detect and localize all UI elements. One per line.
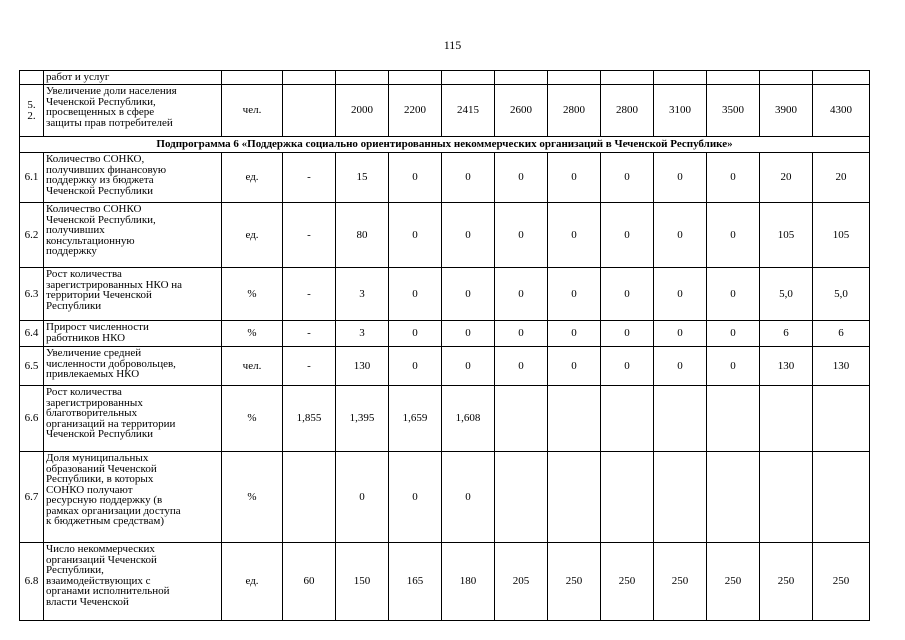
indicator-name: Рост количества зарегистрированных НКО на территории Чеченской Республики — [44, 268, 222, 321]
value-cell: 0 — [442, 321, 495, 347]
row-number: 6.1 — [20, 153, 44, 203]
value-cell: 0 — [442, 203, 495, 268]
value-cell: 0 — [601, 203, 654, 268]
value-cell: 130 — [813, 347, 870, 386]
row-number: 6.3 — [20, 268, 44, 321]
value-cell: 0 — [389, 321, 442, 347]
value-cell — [495, 71, 548, 85]
value-cell: 0 — [654, 347, 707, 386]
value-cell: 4300 — [813, 85, 870, 137]
value-cell — [654, 452, 707, 543]
table-row — [20, 347, 870, 386]
table-row — [20, 321, 870, 347]
value-cell: 0 — [442, 347, 495, 386]
value-cell: 250 — [707, 543, 760, 621]
value-cell: 20 — [813, 153, 870, 203]
unit-cell: чел. — [222, 85, 283, 137]
value-cell: - — [283, 347, 336, 386]
value-cell: 0 — [442, 452, 495, 543]
page-number: 115 — [443, 38, 462, 52]
value-cell — [760, 71, 813, 85]
value-cell — [548, 71, 601, 85]
value-cell: 250 — [813, 543, 870, 621]
value-cell — [760, 386, 813, 452]
value-cell: 0 — [548, 203, 601, 268]
value-cell: 0 — [601, 321, 654, 347]
value-cell: 3500 — [707, 85, 760, 137]
value-cell: - — [283, 153, 336, 203]
value-cell: 1,659 — [389, 386, 442, 452]
value-cell: 250 — [760, 543, 813, 621]
value-cell — [336, 71, 389, 85]
indicators-table — [19, 70, 870, 621]
indicator-name: Количество СОНКО Чеченской Республики, получивших консультационную поддержку — [44, 203, 222, 268]
unit-cell: ед. — [222, 153, 283, 203]
value-cell: 250 — [601, 543, 654, 621]
value-cell: 0 — [389, 452, 442, 543]
value-cell: 0 — [389, 203, 442, 268]
indicator-name: Прирост численности работников НКО — [44, 321, 222, 347]
value-cell: 250 — [654, 543, 707, 621]
value-cell: 2800 — [601, 85, 654, 137]
row-number: 6.4 — [20, 321, 44, 347]
row-number: 6.6 — [20, 386, 44, 452]
value-cell: 0 — [548, 347, 601, 386]
value-cell: 1,608 — [442, 386, 495, 452]
value-cell: 5,0 — [813, 268, 870, 321]
indicator-name: работ и услуг — [44, 71, 222, 85]
value-cell — [495, 452, 548, 543]
value-cell: - — [283, 268, 336, 321]
value-cell: 0 — [654, 268, 707, 321]
value-cell: 0 — [601, 268, 654, 321]
value-cell — [283, 71, 336, 85]
value-cell: 0 — [707, 321, 760, 347]
unit-cell: % — [222, 268, 283, 321]
value-cell: 3100 — [654, 85, 707, 137]
table-row — [20, 71, 870, 85]
subprogram-header-row — [20, 137, 870, 153]
row-number: 6.7 — [20, 452, 44, 543]
value-cell: 0 — [442, 153, 495, 203]
value-cell — [760, 452, 813, 543]
value-cell — [813, 71, 870, 85]
value-cell: 0 — [336, 452, 389, 543]
value-cell: 6 — [760, 321, 813, 347]
value-cell — [601, 452, 654, 543]
value-cell: 3 — [336, 321, 389, 347]
value-cell — [707, 386, 760, 452]
table-row — [20, 386, 870, 452]
value-cell: 150 — [336, 543, 389, 621]
value-cell: 105 — [760, 203, 813, 268]
indicator-name: Увеличение средней численности добровольцев, привлекаемых НКО — [44, 347, 222, 386]
value-cell — [601, 71, 654, 85]
unit-cell: % — [222, 386, 283, 452]
row-number — [20, 71, 44, 85]
value-cell — [495, 386, 548, 452]
unit-cell: % — [222, 321, 283, 347]
indicator-name: Количество СОНКО, получивших финансовую поддержку из бюджета Чеченской Республики — [44, 153, 222, 203]
table-row — [20, 268, 870, 321]
value-cell: 1,395 — [336, 386, 389, 452]
value-cell: 0 — [654, 321, 707, 347]
unit-cell: ед. — [222, 543, 283, 621]
row-number: 6.8 — [20, 543, 44, 621]
value-cell: - — [283, 321, 336, 347]
value-cell — [707, 452, 760, 543]
table-row — [20, 203, 870, 268]
value-cell: 20 — [760, 153, 813, 203]
value-cell: 180 — [442, 543, 495, 621]
indicator-name: Число некоммерческих организаций Чеченской Республики, взаимодействующих с органами исполнительной власти Чеченской — [44, 543, 222, 621]
value-cell: 0 — [495, 203, 548, 268]
value-cell: 6 — [813, 321, 870, 347]
value-cell — [654, 71, 707, 85]
value-cell — [283, 85, 336, 137]
value-cell: 0 — [389, 268, 442, 321]
value-cell — [283, 452, 336, 543]
indicator-name: Увеличение доли населения Чеченской Республики, просвещенных в сфере защиты прав потребителей — [44, 85, 222, 137]
value-cell — [601, 386, 654, 452]
value-cell: 2200 — [389, 85, 442, 137]
value-cell: 0 — [548, 268, 601, 321]
table-row — [20, 85, 870, 137]
value-cell: 0 — [389, 347, 442, 386]
value-cell: 0 — [389, 153, 442, 203]
value-cell: 0 — [495, 153, 548, 203]
value-cell: 0 — [707, 153, 760, 203]
value-cell: - — [283, 203, 336, 268]
value-cell: 0 — [601, 153, 654, 203]
value-cell — [654, 386, 707, 452]
row-number: 5. 2. — [20, 85, 44, 137]
indicator-name: Доля муниципальных образований Чеченской Республики, в которых СОНКО получают ресурсную поддержку (в рамках организации доступа к бюджетным средствам) — [44, 452, 222, 543]
value-cell: 60 — [283, 543, 336, 621]
unit-cell: чел. — [222, 347, 283, 386]
value-cell: 2600 — [495, 85, 548, 137]
value-cell: 250 — [548, 543, 601, 621]
value-cell: 0 — [707, 203, 760, 268]
value-cell: 3900 — [760, 85, 813, 137]
value-cell: 105 — [813, 203, 870, 268]
value-cell: 205 — [495, 543, 548, 621]
indicator-name: Рост количества зарегистрированных благотворительных организаций на территории Чеченской Республики — [44, 386, 222, 452]
value-cell — [389, 71, 442, 85]
value-cell: 2415 — [442, 85, 495, 137]
value-cell: 5,0 — [760, 268, 813, 321]
subprogram-title: Подпрограмма 6 «Поддержка социально ориентированных некоммерческих организаций в Чеченской Республике» — [20, 137, 870, 153]
value-cell: 0 — [707, 347, 760, 386]
value-cell: 130 — [760, 347, 813, 386]
value-cell: 15 — [336, 153, 389, 203]
value-cell: 3 — [336, 268, 389, 321]
unit-cell: % — [222, 452, 283, 543]
value-cell: 0 — [548, 153, 601, 203]
unit-cell: ед. — [222, 203, 283, 268]
value-cell — [548, 386, 601, 452]
table-row — [20, 452, 870, 543]
table-row — [20, 543, 870, 621]
value-cell — [707, 71, 760, 85]
row-number: 6.5 — [20, 347, 44, 386]
value-cell: 0 — [495, 321, 548, 347]
row-number: 6.2 — [20, 203, 44, 268]
value-cell: 0 — [601, 347, 654, 386]
value-cell — [548, 452, 601, 543]
value-cell: 2800 — [548, 85, 601, 137]
value-cell: 0 — [495, 268, 548, 321]
value-cell: 130 — [336, 347, 389, 386]
value-cell: 0 — [495, 347, 548, 386]
table-row — [20, 153, 870, 203]
value-cell: 0 — [707, 268, 760, 321]
value-cell: 1,855 — [283, 386, 336, 452]
value-cell: 2000 — [336, 85, 389, 137]
value-cell: 165 — [389, 543, 442, 621]
value-cell: 0 — [548, 321, 601, 347]
value-cell — [813, 386, 870, 452]
value-cell: 0 — [442, 268, 495, 321]
unit-cell — [222, 71, 283, 85]
value-cell — [813, 452, 870, 543]
value-cell: 0 — [654, 153, 707, 203]
value-cell — [442, 71, 495, 85]
value-cell: 80 — [336, 203, 389, 268]
value-cell: 0 — [654, 203, 707, 268]
